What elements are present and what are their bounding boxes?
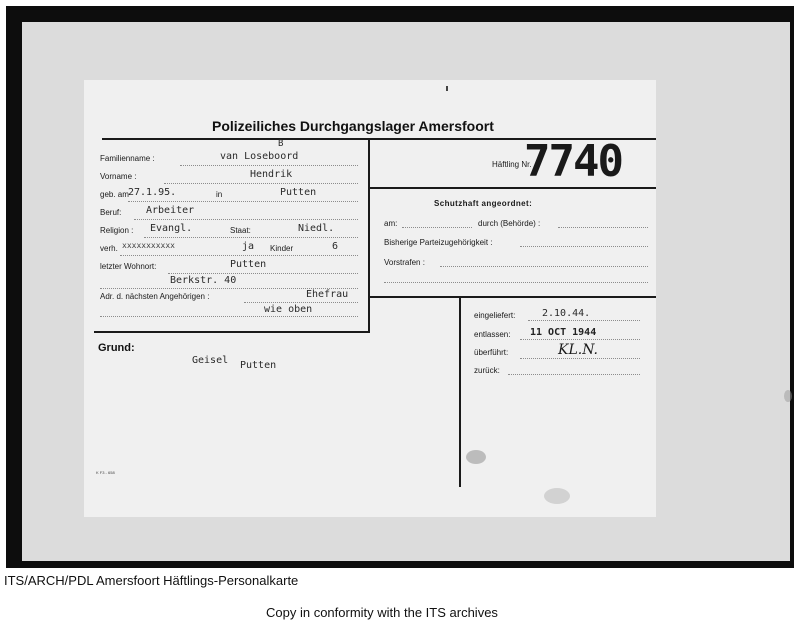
entlassen-label: entlassen: [474, 330, 511, 339]
religion-value: Evangl. [150, 223, 193, 234]
left-box-right-border [368, 139, 370, 332]
haeftling-number: 7740 [524, 136, 622, 187]
vorname-label: Vorname : [100, 172, 137, 181]
vorname-line [164, 183, 358, 184]
angehoerige-line-1 [244, 302, 358, 303]
zurueck-line [508, 374, 640, 375]
eingeliefert-label: eingeliefert: [474, 311, 516, 320]
kinder-label: Kinder [270, 244, 294, 253]
eingeliefert-line [528, 320, 640, 321]
schutzhaft-heading: Schutzhaft angeordnet: [434, 199, 533, 208]
verh-line [120, 255, 358, 256]
angehoerige-label: Adr. d. nächsten Angehörigen : [100, 292, 210, 301]
form-code: K F3 - 658 [96, 470, 115, 475]
grund-label: Grund: [98, 342, 135, 354]
entlassen-line [520, 339, 640, 340]
kinder-value: 6 [332, 241, 339, 252]
schutzhaft-durch-label: durch (Behörde) : [478, 219, 541, 228]
scan-smudge [544, 488, 570, 504]
ueberfuehrt-value: KL.N. [558, 342, 599, 358]
wohnort-value: Putten [230, 259, 267, 270]
angehoerige-value-2: wie oben [264, 304, 313, 315]
religion-line [144, 237, 358, 238]
geb-label: geb. am [100, 190, 129, 199]
haeftling-label: Häftling Nr. [492, 160, 532, 169]
conformity-caption: Copy in conformity with the ITS archives [266, 605, 498, 620]
beruf-line [134, 219, 358, 220]
beruf-label: Beruf: [100, 208, 122, 217]
strasse-value: Berkstr. 40 [170, 275, 237, 286]
prisoner-card [84, 80, 656, 517]
punch-mark [446, 86, 448, 91]
archive-source-caption: ITS/ARCH/PDL Amersfoort Häftlings-Personalkarte [4, 573, 299, 588]
schutzhaft-blank-line [384, 282, 648, 283]
haeftling-rule [370, 187, 656, 189]
angehoerige-line-2 [100, 316, 358, 317]
grund-value-1: Geisel [192, 355, 229, 366]
left-box-bottom-border [94, 331, 370, 333]
familienname-label: Familienname : [100, 154, 155, 163]
card-title: Polizeiliches Durchgangslager Amersfoort [212, 118, 494, 134]
geb-place-value: Putten [280, 187, 317, 198]
schutzhaft-am-line [402, 227, 472, 228]
vorname-value: Hendrik [250, 169, 293, 180]
familienname-line [180, 165, 358, 166]
familienname-value: van Loseboord [220, 151, 299, 162]
wohnort-label: letzter Wohnort: [100, 262, 157, 271]
zurueck-label: zurück: [474, 366, 500, 375]
vorstrafen-label: Vorstrafen : [384, 258, 425, 267]
ueberfuehrt-label: überführt: [474, 348, 509, 357]
geb-line [128, 201, 358, 202]
grund-value-2: Putten [240, 360, 277, 371]
status-left-border [459, 297, 461, 487]
eingeliefert-value: 2.10.44. [542, 308, 591, 319]
schutzhaft-am-label: am: [384, 219, 398, 228]
scan-smudge [466, 450, 486, 464]
verh-struck-text: xxxxxxxxxxx [122, 241, 175, 250]
familienname-correction: B [278, 139, 284, 149]
staat-value: Niedl. [298, 223, 335, 234]
schutzhaft-bottom-rule [370, 296, 656, 298]
religion-label: Religion : [100, 226, 134, 235]
partei-label: Bisherige Parteizugehörigkeit : [384, 238, 493, 247]
verh-value: ja [242, 241, 255, 252]
verh-label: verh. [100, 244, 118, 253]
geb-date-value: 27.1.95. [128, 187, 177, 198]
geb-in-label: in [216, 190, 223, 199]
entlassen-stamp: 11 OCT 1944 [530, 327, 597, 338]
scan-frame [6, 6, 794, 568]
wohnort-line [168, 273, 358, 274]
scan-background [22, 22, 790, 561]
ueberfuehrt-line [520, 358, 640, 359]
scan-smudge [784, 390, 792, 402]
angehoerige-value-1: Ehefrau [306, 289, 349, 300]
schutzhaft-durch-line [558, 227, 648, 228]
vorstrafen-line [440, 266, 648, 267]
staat-label: Staat: [230, 226, 251, 235]
beruf-value: Arbeiter [146, 205, 195, 216]
partei-line [520, 246, 648, 247]
